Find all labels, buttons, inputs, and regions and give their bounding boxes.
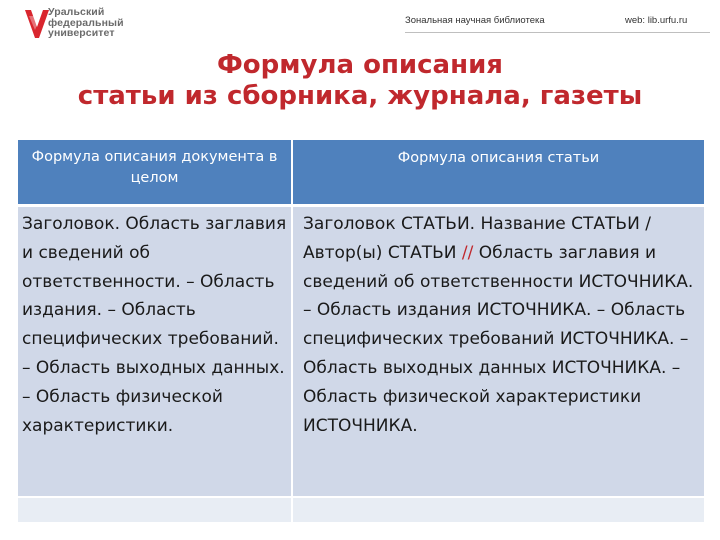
- slide-title: [0, 50, 720, 112]
- table-empty-row: [18, 497, 704, 522]
- title-line-1: Формула описания: [217, 50, 503, 80]
- formula-table: [18, 140, 704, 522]
- article-formula-part-2: Область заглавия и сведений об ответственности ИСТОЧНИКА. – Область издания ИСТОЧНИКА. – Область специфических требований ИСТОЧНИКА. – Область выходных данных ИСТОЧНИКА. – Область физической характеристики ИСТОЧНИКА.: [303, 242, 694, 436]
- header-divider: [405, 32, 710, 33]
- document-formula-cell: Заголовок. Область заглавия и сведений об ответственности. – Область издания. – Область специфических требований. – Область выходных данных. – Область физической характеристики.: [18, 206, 292, 498]
- article-formula-part-1: Заголовок СТАТЬИ. Название СТАТЬИ / Автор(ы) СТАТЬИ: [303, 214, 651, 263]
- table-header-row: [18, 140, 704, 206]
- source-separator: //: [461, 242, 474, 263]
- table-row: [18, 206, 704, 498]
- article-formula-cell: [292, 206, 704, 498]
- logo-line: федеральный: [48, 16, 124, 29]
- empty-cell: [18, 497, 292, 522]
- library-name: Зональная научная библиотека: [405, 15, 545, 26]
- logo-line: университет: [48, 27, 115, 39]
- header-document-formula: Формула описания документа в целом: [18, 140, 292, 206]
- header-article-formula: Формула описания статьи: [292, 140, 704, 206]
- empty-cell: [292, 497, 704, 522]
- library-website: web: lib.urfu.ru: [625, 15, 688, 26]
- title-line-2: статьи из сборника, журнала, газеты: [77, 81, 643, 111]
- logo-line: Уральский: [48, 6, 105, 18]
- university-name: [48, 7, 124, 39]
